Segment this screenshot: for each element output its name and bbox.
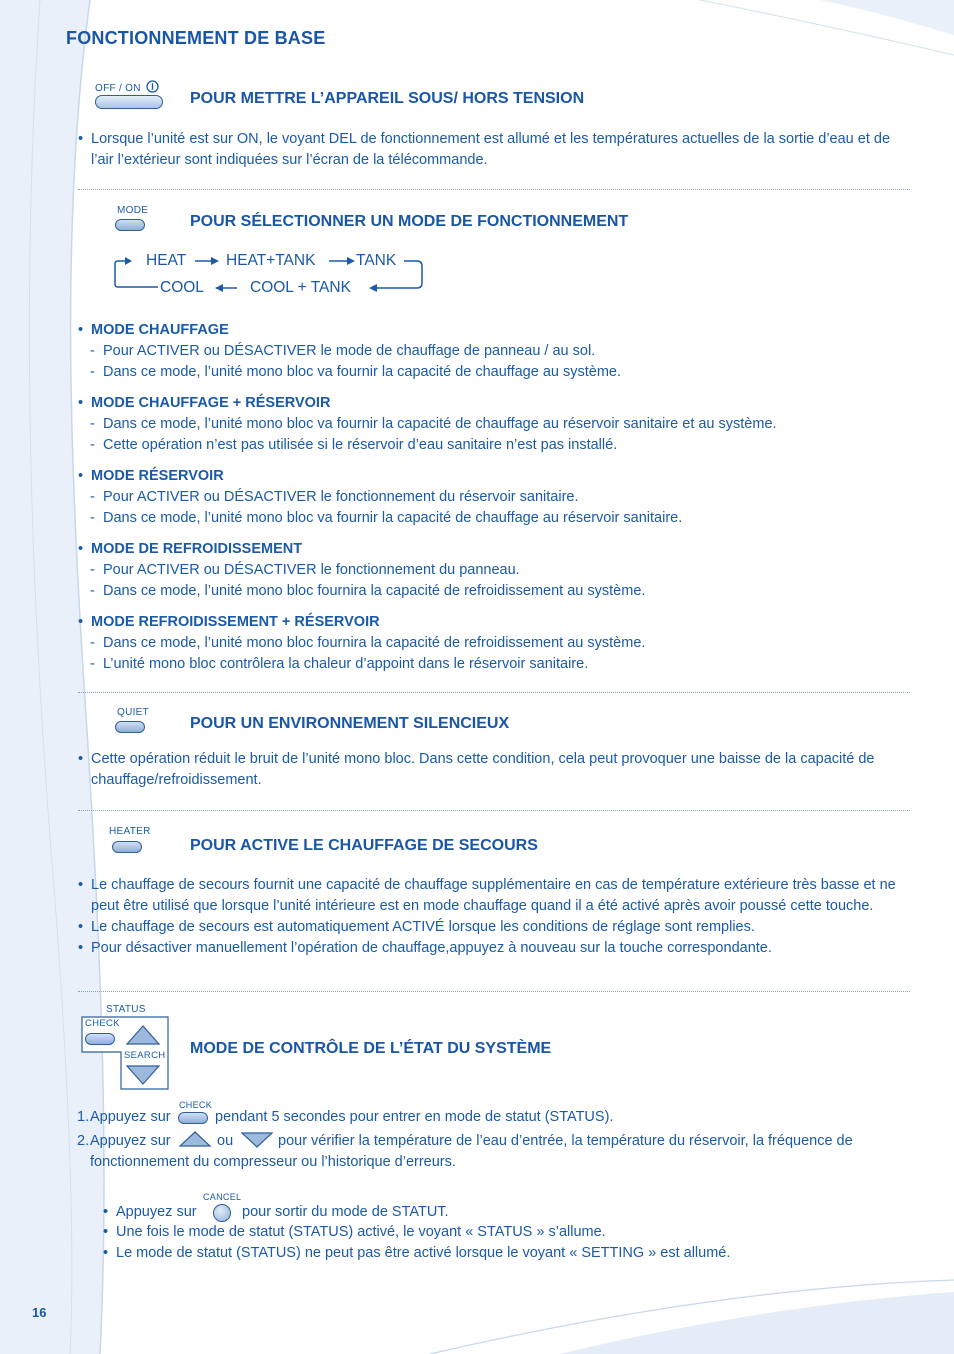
mode-line: Dans ce mode, l’unité mono bloc va fournir la capacité de chauffage au réservoir sanitaire. <box>103 510 683 526</box>
inline-up-button[interactable] <box>178 1130 212 1148</box>
power-bullet-text: Lorsque l’unité est sur ON, le voyant DEL de fonctionnement est allumé et les températures actuelles de la sortie d’eau et de l’air l’extérieur sont indiquées sur l’écran de la télécommande. <box>91 131 891 168</box>
mode-title: MODE RÉSERVOIR <box>91 468 224 484</box>
search-label: SEARCH <box>124 1050 166 1061</box>
list-item: - Pour ACTIVER ou DÉSACTIVER le fonctionnement du réservoir sanitaire. <box>90 489 579 505</box>
mode-line: Pour ACTIVER ou DÉSACTIVER le mode de chauffage de panneau / au sol. <box>103 343 596 359</box>
list-item: - Cette opération n’est pas utilisée si le réservoir d’eau sanitaire n’est pas installé. <box>90 437 618 453</box>
list-item: • Le chauffage de secours fournit une capacité de chauffage supplémentaire en cas de température extérieure très basse et ne peut être utilisé que lorsque l’unité intérieure est en mode chauffage quand il a été activé après avoir poussé cette touche. <box>78 877 896 914</box>
off-on-label-text: OFF / ON <box>95 83 141 94</box>
quiet-button[interactable] <box>115 721 145 733</box>
status-step-2-num: 2. <box>77 1133 90 1149</box>
divider <box>78 810 910 811</box>
list-item: - Dans ce mode, l’unité mono bloc va fournir la capacité de chauffage au réservoir sanitaire. <box>90 510 683 526</box>
list-item: • MODE RÉSERVOIR <box>78 468 224 484</box>
heater-bullet-text: Le chauffage de secours est automatiquement ACTIVÉ lorsque les conditions de réglage sont remplies. <box>91 919 755 935</box>
list-item: • Lorsque l’unité est sur ON, le voyant DEL de fonctionnement est allumé et les températures actuelles de la sortie d’eau et de l’air l’extérieur sont indiquées sur l’écran de la télécommande. <box>78 131 891 168</box>
cancel-button[interactable] <box>213 1204 231 1222</box>
mode-title: MODE DE REFROIDISSEMENT <box>91 541 303 557</box>
heater-bullet-text: Le chauffage de secours fournit une capacité de chauffage supplémentaire en cas de température extérieure très basse et ne peut être utilisé que lorsque l’unité intérieure est en mode chauffage quand il a été activé après avoir poussé cette touche. <box>91 877 896 914</box>
mode-line: L’unité mono bloc contrôlera la chaleur d’appoint dans le réservoir sanitaire. <box>103 656 589 672</box>
status-note-1-pre: Appuyez sur <box>116 1204 197 1220</box>
flow-heat: HEAT <box>146 252 187 269</box>
mode-section-title: POUR SÉLECTIONNER UN MODE DE FONCTIONNEMENT <box>190 213 629 230</box>
mode-title: MODE CHAUFFAGE + RÉSERVOIR <box>91 395 331 411</box>
status-note-1-post: pour sortir du mode de STATUT. <box>242 1204 449 1220</box>
list-item: • Pour désactiver manuellement l’opération de chauffage,appuyez à nouveau sur la touche correspondante. <box>78 940 772 956</box>
list-item: • Le chauffage de secours est automatiquement ACTIVÉ lorsque les conditions de réglage sont remplies. <box>78 919 755 935</box>
list-item: - Pour ACTIVER ou DÉSACTIVER le mode de chauffage de panneau / au sol. <box>90 343 596 359</box>
mode-line: Dans ce mode, l’unité mono bloc va fournir la capacité de chauffage au système. <box>103 364 621 380</box>
quiet-bullet-text: Cette opération réduit le bruit de l’unité mono bloc. Dans cette condition, cela peut provoquer une baisse de la capacité de chauffage/refroidissement. <box>91 751 875 788</box>
mode-title: MODE CHAUFFAGE <box>91 322 229 338</box>
mode-title: MODE REFROIDISSEMENT + RÉSERVOIR <box>91 614 380 630</box>
status-note-3: Le mode de statut (STATUS) ne peut pas être activé lorsque le voyant « SETTING » est allumé. <box>116 1245 731 1261</box>
mode-button-label: MODE <box>117 205 149 216</box>
status-step-1-pre: Appuyez sur <box>90 1109 171 1125</box>
status-note-2: Une fois le mode de statut (STATUS) activé, le voyant « STATUS » s’allume. <box>116 1224 606 1240</box>
divider <box>78 692 910 693</box>
mode-line: Cette opération n’est pas utilisée si le réservoir d’eau sanitaire n’est pas installé. <box>103 437 618 453</box>
list-item: • <box>103 1224 109 1240</box>
heater-button[interactable] <box>112 841 142 853</box>
heater-bullet-text: Pour désactiver manuellement l’opération de chauffage,appuyez à nouveau sur la touche correspondante. <box>91 940 772 956</box>
status-step-1-num: 1. <box>77 1109 90 1125</box>
heater-section-title: POUR ACTIVE LE CHAUFFAGE DE SECOURS <box>190 837 538 854</box>
status-section-title: MODE DE CONTRÔLE DE L’ÉTAT DU SYSTÈME <box>190 1040 552 1057</box>
search-down-button[interactable] <box>125 1064 161 1086</box>
heater-button-label: HEATER <box>109 826 151 837</box>
list-item: - Pour ACTIVER ou DÉSACTIVER le fonctionnement du panneau. <box>90 562 520 578</box>
power-icon <box>146 80 159 93</box>
check-button[interactable] <box>85 1033 115 1045</box>
off-on-button-label <box>95 80 159 94</box>
mode-button[interactable] <box>115 219 145 231</box>
list-item: • MODE REFROIDISSEMENT + RÉSERVOIR <box>78 614 380 630</box>
list-item: - Dans ce mode, l’unité mono bloc fournira la capacité de refroidissement au système. <box>90 635 646 651</box>
flow-cool-tank: COOL + TANK <box>250 279 351 296</box>
page-title: FONCTIONNEMENT DE BASE <box>66 28 326 48</box>
status-step-2-cont: fonctionnement du compresseur ou l’historique d’erreurs. <box>90 1154 456 1170</box>
page-number: 16 <box>32 1305 47 1320</box>
list-item: • MODE DE REFROIDISSEMENT <box>78 541 303 557</box>
list-item: • <box>103 1204 109 1220</box>
quiet-button-label: QUIET <box>117 707 150 718</box>
mode-line: Pour ACTIVER ou DÉSACTIVER le fonctionnement du réservoir sanitaire. <box>103 489 579 505</box>
power-section-title: POUR METTRE L’APPAREIL SOUS/ HORS TENSION <box>190 90 585 107</box>
list-item: - Dans ce mode, l’unité mono bloc fournira la capacité de refroidissement au système. <box>90 583 646 599</box>
off-on-button[interactable] <box>95 95 163 109</box>
mode-line: Dans ce mode, l’unité mono bloc fournira la capacité de refroidissement au système. <box>103 583 646 599</box>
status-step-2-pre: Appuyez sur <box>90 1133 171 1149</box>
mode-line: Dans ce mode, l’unité mono bloc va fournir la capacité de chauffage au réservoir sanitaire et au système. <box>103 416 777 432</box>
status-step-2-mid: ou <box>217 1133 234 1149</box>
status-step-2-post: pour vérifier la température de l’eau d’entrée, la température du réservoir, la fréquence de <box>278 1133 853 1149</box>
flow-heat-tank: HEAT+TANK <box>226 252 316 269</box>
quiet-section-title: POUR UN ENVIRONNEMENT SILENCIEUX <box>190 715 510 732</box>
status-label: STATUS <box>106 1004 146 1015</box>
status-step-1-post: pendant 5 secondes pour entrer en mode de statut (STATUS). <box>215 1109 614 1125</box>
list-item: • <box>103 1245 109 1261</box>
list-item: • Cette opération réduit le bruit de l’unité mono bloc. Dans cette condition, cela peut provoquer une baisse de la capacité de chauffage/refroidissement. <box>78 751 875 788</box>
list-item: - L’unité mono bloc contrôlera la chaleur d’appoint dans le réservoir sanitaire. <box>90 656 589 672</box>
list-item: • MODE CHAUFFAGE <box>78 322 229 338</box>
cancel-label: CANCEL <box>203 1192 242 1202</box>
flow-cool: COOL <box>160 279 204 296</box>
list-item: - Dans ce mode, l’unité mono bloc va fournir la capacité de chauffage au système. <box>90 364 621 380</box>
search-up-button[interactable] <box>125 1024 161 1046</box>
inline-down-button[interactable] <box>240 1131 274 1149</box>
flow-tank: TANK <box>356 252 397 269</box>
divider <box>78 189 910 190</box>
inline-check-button[interactable] <box>178 1112 208 1124</box>
list-item: - Dans ce mode, l’unité mono bloc va fournir la capacité de chauffage au réservoir sanitaire et au système. <box>90 416 777 432</box>
mode-line: Pour ACTIVER ou DÉSACTIVER le fonctionnement du panneau. <box>103 562 520 578</box>
list-item: • MODE CHAUFFAGE + RÉSERVOIR <box>78 395 331 411</box>
status-button-group <box>81 1016 169 1090</box>
divider <box>78 991 910 992</box>
check-label: CHECK <box>85 1018 120 1029</box>
mode-line: Dans ce mode, l’unité mono bloc fournira la capacité de refroidissement au système. <box>103 635 646 651</box>
inline-check-label: CHECK <box>179 1100 213 1110</box>
mode-list <box>78 320 906 675</box>
